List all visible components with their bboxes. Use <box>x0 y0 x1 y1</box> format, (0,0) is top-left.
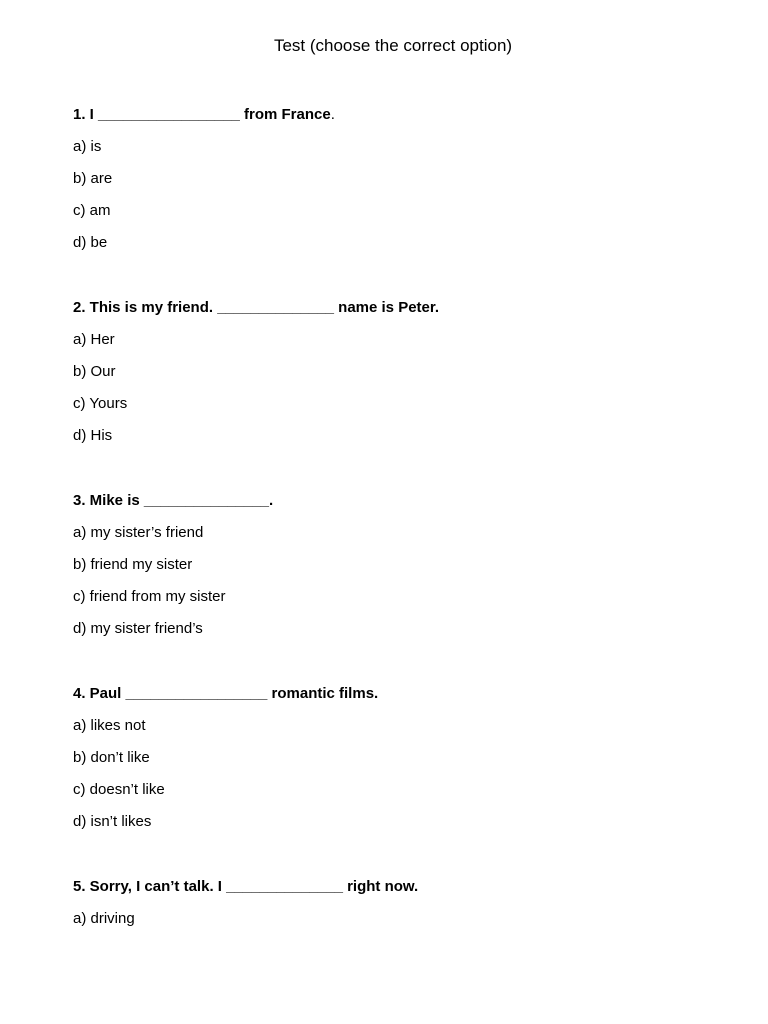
answer-option: b) friend my sister <box>73 556 193 573</box>
answer-option: c) Yours <box>73 395 128 412</box>
question-2 <box>73 298 733 446</box>
answer-option: a) likes not <box>73 717 146 734</box>
question-text: 2. This is my friend. ______________ name is Peter. <box>73 299 440 316</box>
answer-option: d) His <box>73 427 113 444</box>
question-4 <box>73 684 733 832</box>
answer-option: d) isn’t likes <box>73 813 152 830</box>
answer-option: c) am <box>73 202 111 219</box>
answer-option: a) is <box>73 138 102 155</box>
answer-option: b) don’t like <box>73 749 150 766</box>
question-1 <box>73 105 733 253</box>
page-title: Test (choose the correct option) <box>273 36 513 55</box>
answer-option: a) my sister’s friend <box>73 524 204 541</box>
answer-option: d) be <box>73 234 108 251</box>
question-5 <box>73 877 733 929</box>
answer-option: a) driving <box>73 910 135 927</box>
answer-option: b) Our <box>73 363 116 380</box>
answer-option: d) my sister friend’s <box>73 620 203 637</box>
question-text: 1. I _________________ from France. <box>73 106 335 123</box>
answer-option: b) are <box>73 170 113 187</box>
question-3 <box>73 491 733 639</box>
answer-option: a) Her <box>73 331 115 348</box>
question-text: 5. Sorry, I can’t talk. I ______________ right now. <box>73 878 419 895</box>
answer-option: c) doesn’t like <box>73 781 165 798</box>
question-text: 4. Paul _________________ romantic films. <box>73 685 379 702</box>
question-text: 3. Mike is _______________. <box>73 492 274 509</box>
answer-option: c) friend from my sister <box>73 588 226 605</box>
